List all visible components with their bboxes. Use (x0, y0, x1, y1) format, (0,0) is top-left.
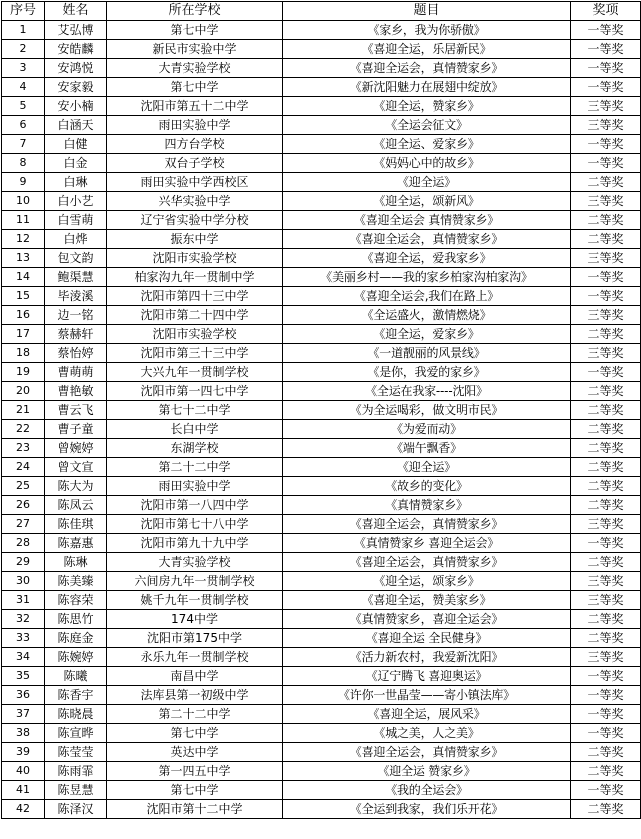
cell-no: 27 (2, 515, 45, 534)
cell-school: 沈阳市实验学校 (107, 249, 283, 268)
table-row (2, 781, 641, 800)
cell-title: 《是你，我爱的家乡》 (283, 363, 571, 382)
cell-name: 蔡怡婷 (45, 344, 107, 363)
cell-title: 《真情赞家乡，喜迎全运会》 (283, 610, 571, 629)
cell-school: 沈阳市第三十三中学 (107, 344, 283, 363)
table-body (2, 21, 641, 819)
table-row (2, 78, 641, 97)
cell-title: 《迎全运》 (283, 173, 571, 192)
table-row (2, 572, 641, 591)
cell-award: 一等奖 (571, 724, 641, 743)
cell-title: 《真情赞家乡》 (283, 496, 571, 515)
cell-award: 二等奖 (571, 743, 641, 762)
cell-award: 二等奖 (571, 325, 641, 344)
cell-school: 姚千九年一贯制学校 (107, 591, 283, 610)
table-row (2, 629, 641, 648)
cell-award: 一等奖 (571, 154, 641, 173)
cell-name: 安家毅 (45, 78, 107, 97)
table-row (2, 705, 641, 724)
cell-no: 42 (2, 800, 45, 819)
table-row (2, 610, 641, 629)
table-row (2, 382, 641, 401)
cell-award: 二等奖 (571, 420, 641, 439)
cell-award: 一等奖 (571, 363, 641, 382)
cell-school: 双台子学校 (107, 154, 283, 173)
cell-award: 二等奖 (571, 610, 641, 629)
cell-award: 二等奖 (571, 800, 641, 819)
table-row (2, 458, 641, 477)
table-row (2, 249, 641, 268)
cell-school: 东湖学校 (107, 439, 283, 458)
table-row (2, 420, 641, 439)
cell-school: 大青实验学校 (107, 59, 283, 78)
cell-no: 26 (2, 496, 45, 515)
cell-no: 38 (2, 724, 45, 743)
cell-title: 《迎全运》 (283, 458, 571, 477)
cell-no: 10 (2, 192, 45, 211)
table-row (2, 59, 641, 78)
cell-title: 《全运到我家，我们乐开花》 (283, 800, 571, 819)
cell-title: 《喜迎全运 全民健身》 (283, 629, 571, 648)
cell-award: 一等奖 (571, 686, 641, 705)
header-title: 题目 (283, 2, 571, 21)
table-row (2, 192, 641, 211)
cell-school: 法库县第一初级中学 (107, 686, 283, 705)
cell-school: 沈阳市第五十二中学 (107, 97, 283, 116)
table-row (2, 116, 641, 135)
cell-title: 《喜迎全运，乐居新民》 (283, 40, 571, 59)
cell-title: 《妈妈心中的故乡》 (283, 154, 571, 173)
cell-title: 《喜迎全运，赞美家乡》 (283, 591, 571, 610)
cell-name: 白雪萌 (45, 211, 107, 230)
cell-no: 35 (2, 667, 45, 686)
cell-title: 《喜迎全运，爱我家乡》 (283, 249, 571, 268)
cell-name: 曹子童 (45, 420, 107, 439)
cell-award: 三等奖 (571, 515, 641, 534)
table-row (2, 40, 641, 59)
cell-name: 白小艺 (45, 192, 107, 211)
cell-no: 20 (2, 382, 45, 401)
table-row (2, 230, 641, 249)
cell-name: 安鸿悦 (45, 59, 107, 78)
cell-school: 沈阳市第175中学 (107, 629, 283, 648)
cell-name: 艾弘博 (45, 21, 107, 40)
cell-name: 陈曦 (45, 667, 107, 686)
cell-school: 第一四五中学 (107, 762, 283, 781)
cell-no: 29 (2, 553, 45, 572)
table-row (2, 496, 641, 515)
cell-no: 33 (2, 629, 45, 648)
cell-no: 15 (2, 287, 45, 306)
cell-no: 23 (2, 439, 45, 458)
cell-award: 三等奖 (571, 572, 641, 591)
cell-title: 《迎全运，颂新风》 (283, 192, 571, 211)
cell-award: 二等奖 (571, 382, 641, 401)
cell-no: 39 (2, 743, 45, 762)
cell-title: 《许你一世晶莹——寄小镇法库》 (283, 686, 571, 705)
cell-school: 雨田实验中学 (107, 477, 283, 496)
cell-no: 4 (2, 78, 45, 97)
table-row (2, 344, 641, 363)
cell-name: 陈佳琪 (45, 515, 107, 534)
cell-school: 第七中学 (107, 781, 283, 800)
table-row (2, 800, 641, 819)
cell-award: 二等奖 (571, 211, 641, 230)
cell-no: 14 (2, 268, 45, 287)
cell-school: 第七中学 (107, 724, 283, 743)
cell-award: 一等奖 (571, 287, 641, 306)
cell-name: 白琳 (45, 173, 107, 192)
cell-title: 《新沈阳魅力在展翅中绽放》 (283, 78, 571, 97)
cell-school: 第七中学 (107, 78, 283, 97)
cell-title: 《喜迎全运会，真情赞家乡》 (283, 743, 571, 762)
cell-name: 曾婉婷 (45, 439, 107, 458)
cell-no: 2 (2, 40, 45, 59)
cell-school: 长白中学 (107, 420, 283, 439)
cell-award: 二等奖 (571, 173, 641, 192)
cell-no: 34 (2, 648, 45, 667)
award-list-table (1, 1, 641, 819)
table-row (2, 287, 641, 306)
cell-name: 陈晓晨 (45, 705, 107, 724)
cell-title: 《城之美，人之美》 (283, 724, 571, 743)
cell-title: 《真情赞家乡 喜迎全运会》 (283, 534, 571, 553)
table-row (2, 401, 641, 420)
cell-award: 三等奖 (571, 249, 641, 268)
table-row (2, 173, 641, 192)
cell-name: 白健 (45, 135, 107, 154)
cell-title: 《喜迎全运会，真情赞家乡》 (283, 230, 571, 249)
cell-title: 《迎全运，赞家乡》 (283, 97, 571, 116)
cell-name: 陈思竹 (45, 610, 107, 629)
cell-award: 二等奖 (571, 762, 641, 781)
cell-no: 22 (2, 420, 45, 439)
cell-school: 辽宁省实验中学分校 (107, 211, 283, 230)
cell-award: 三等奖 (571, 591, 641, 610)
table-row (2, 553, 641, 572)
cell-title: 《全运会征文》 (283, 116, 571, 135)
cell-award: 二等奖 (571, 553, 641, 572)
cell-title: 《为全运喝彩，做文明市民》 (283, 401, 571, 420)
cell-award: 一等奖 (571, 268, 641, 287)
cell-name: 安皓麟 (45, 40, 107, 59)
cell-title: 《喜迎全运，展风采》 (283, 705, 571, 724)
cell-no: 28 (2, 534, 45, 553)
header-school: 所在学校 (107, 2, 283, 21)
cell-school: 沈阳市第四十三中学 (107, 287, 283, 306)
cell-school: 兴华实验中学 (107, 192, 283, 211)
cell-no: 7 (2, 135, 45, 154)
cell-title: 《全运在我家----沈阳》 (283, 382, 571, 401)
cell-award: 一等奖 (571, 59, 641, 78)
cell-award: 二等奖 (571, 401, 641, 420)
cell-title: 《迎全运、爱家乡》 (283, 135, 571, 154)
table-row (2, 21, 641, 40)
cell-name: 陈容荣 (45, 591, 107, 610)
cell-title: 《美丽乡村——我的家乡柏家沟柏家沟》 (283, 268, 571, 287)
cell-school: 永乐九年一贯制学校 (107, 648, 283, 667)
cell-school: 沈阳市第一四七中学 (107, 382, 283, 401)
cell-school: 南昌中学 (107, 667, 283, 686)
cell-award: 一等奖 (571, 705, 641, 724)
cell-title: 《迎全运 赞家乡》 (283, 762, 571, 781)
cell-name: 陈美臻 (45, 572, 107, 591)
cell-school: 雨田实验中学西校区 (107, 173, 283, 192)
cell-award: 一等奖 (571, 78, 641, 97)
cell-award: 二等奖 (571, 496, 641, 515)
cell-no: 1 (2, 21, 45, 40)
table-row (2, 515, 641, 534)
cell-school: 新民市实验中学 (107, 40, 283, 59)
cell-no: 16 (2, 306, 45, 325)
cell-title: 《故乡的变化》 (283, 477, 571, 496)
cell-award: 二等奖 (571, 458, 641, 477)
cell-award: 二等奖 (571, 477, 641, 496)
cell-school: 英达中学 (107, 743, 283, 762)
cell-no: 21 (2, 401, 45, 420)
cell-name: 白金 (45, 154, 107, 173)
cell-title: 《喜迎全运会 真情赞家乡》 (283, 211, 571, 230)
cell-name: 蔡赫轩 (45, 325, 107, 344)
cell-no: 40 (2, 762, 45, 781)
cell-award: 三等奖 (571, 648, 641, 667)
header-award: 奖项 (571, 2, 641, 21)
cell-title: 《迎全运，爱家乡》 (283, 325, 571, 344)
cell-award: 三等奖 (571, 344, 641, 363)
cell-no: 37 (2, 705, 45, 724)
cell-title: 《迎全运，颂家乡》 (283, 572, 571, 591)
table-row (2, 743, 641, 762)
cell-name: 陈凤云 (45, 496, 107, 515)
cell-name: 边一铭 (45, 306, 107, 325)
cell-school: 大兴九年一贯制学校 (107, 363, 283, 382)
cell-name: 包文韵 (45, 249, 107, 268)
cell-award: 三等奖 (571, 192, 641, 211)
cell-name: 陈庭金 (45, 629, 107, 648)
cell-name: 安小楠 (45, 97, 107, 116)
cell-no: 36 (2, 686, 45, 705)
cell-award: 一等奖 (571, 40, 641, 59)
cell-name: 陈莹莹 (45, 743, 107, 762)
cell-award: 一等奖 (571, 667, 641, 686)
cell-award: 二等奖 (571, 439, 641, 458)
cell-award: 一等奖 (571, 534, 641, 553)
cell-school: 第二十二中学 (107, 458, 283, 477)
table-row (2, 439, 641, 458)
cell-school: 振东中学 (107, 230, 283, 249)
cell-no: 9 (2, 173, 45, 192)
table-row (2, 268, 641, 287)
table-row (2, 211, 641, 230)
cell-title: 《为爱而动》 (283, 420, 571, 439)
cell-school: 第七十二中学 (107, 401, 283, 420)
cell-no: 41 (2, 781, 45, 800)
table-row (2, 325, 641, 344)
cell-no: 8 (2, 154, 45, 173)
cell-no: 32 (2, 610, 45, 629)
table-row (2, 135, 641, 154)
cell-title: 《辽宁腾飞 喜迎奥运》 (283, 667, 571, 686)
cell-school: 沈阳市第九十九中学 (107, 534, 283, 553)
cell-title: 《喜迎全运会，真情赞家乡》 (283, 553, 571, 572)
cell-school: 大青实验学校 (107, 553, 283, 572)
table-row (2, 591, 641, 610)
cell-school: 六间房九年一贯制学校 (107, 572, 283, 591)
cell-school: 沈阳市实验学校 (107, 325, 283, 344)
cell-school: 第二十二中学 (107, 705, 283, 724)
table-row (2, 686, 641, 705)
cell-no: 18 (2, 344, 45, 363)
table-row (2, 363, 641, 382)
cell-title: 《活力新农村，我爱新沈阳》 (283, 648, 571, 667)
cell-title: 《喜迎全运会,我们在路上》 (283, 287, 571, 306)
cell-no: 11 (2, 211, 45, 230)
cell-name: 陈宣晔 (45, 724, 107, 743)
table-row (2, 534, 641, 553)
cell-no: 13 (2, 249, 45, 268)
cell-title: 《端午飘香》 (283, 439, 571, 458)
cell-award: 一等奖 (571, 781, 641, 800)
cell-title: 《家乡，我为你骄傲》 (283, 21, 571, 40)
cell-school: 四方台学校 (107, 135, 283, 154)
cell-no: 5 (2, 97, 45, 116)
cell-name: 陈婉婷 (45, 648, 107, 667)
cell-award: 一等奖 (571, 21, 641, 40)
cell-no: 25 (2, 477, 45, 496)
table-row (2, 648, 641, 667)
table-row (2, 306, 641, 325)
cell-title: 《我的全运会》 (283, 781, 571, 800)
cell-award: 二等奖 (571, 230, 641, 249)
cell-name: 曹艳敏 (45, 382, 107, 401)
table-row (2, 667, 641, 686)
cell-no: 30 (2, 572, 45, 591)
cell-name: 陈泽汉 (45, 800, 107, 819)
cell-award: 三等奖 (571, 97, 641, 116)
cell-name: 陈嘉惠 (45, 534, 107, 553)
cell-school: 沈阳市第一八四中学 (107, 496, 283, 515)
cell-no: 3 (2, 59, 45, 78)
cell-no: 12 (2, 230, 45, 249)
header-row (2, 2, 641, 21)
cell-school: 雨田实验中学 (107, 116, 283, 135)
cell-name: 陈大为 (45, 477, 107, 496)
cell-no: 24 (2, 458, 45, 477)
cell-name: 曹云飞 (45, 401, 107, 420)
table-row (2, 477, 641, 496)
cell-name: 毕淩溪 (45, 287, 107, 306)
cell-award: 二等奖 (571, 629, 641, 648)
cell-award: 三等奖 (571, 306, 641, 325)
cell-name: 陈雨霏 (45, 762, 107, 781)
cell-name: 白涵天 (45, 116, 107, 135)
cell-award: 三等奖 (571, 116, 641, 135)
cell-name: 白烨 (45, 230, 107, 249)
cell-title: 《全运盛火，激情燃烧》 (283, 306, 571, 325)
cell-school: 沈阳市第二十四中学 (107, 306, 283, 325)
cell-school: 柏家沟九年一贯制中学 (107, 268, 283, 287)
cell-school: 第七中学 (107, 21, 283, 40)
cell-title: 《喜迎全运会，真情赞家乡》 (283, 59, 571, 78)
cell-title: 《一道靓丽的风景线》 (283, 344, 571, 363)
table-row (2, 154, 641, 173)
header-no: 序号 (2, 2, 45, 21)
cell-name: 陈琳 (45, 553, 107, 572)
cell-name: 曹萌萌 (45, 363, 107, 382)
cell-no: 19 (2, 363, 45, 382)
cell-name: 曾文宣 (45, 458, 107, 477)
cell-school: 沈阳市第十二中学 (107, 800, 283, 819)
cell-no: 6 (2, 116, 45, 135)
header-name: 姓名 (45, 2, 107, 21)
table-row (2, 97, 641, 116)
cell-name: 陈昱慧 (45, 781, 107, 800)
cell-name: 陈香宇 (45, 686, 107, 705)
cell-no: 17 (2, 325, 45, 344)
cell-school: 沈阳市第七十八中学 (107, 515, 283, 534)
table-row (2, 762, 641, 781)
table-row (2, 724, 641, 743)
cell-school: 174中学 (107, 610, 283, 629)
cell-award: 一等奖 (571, 135, 641, 154)
cell-title: 《喜迎全运会，真情赞家乡》 (283, 515, 571, 534)
cell-no: 31 (2, 591, 45, 610)
cell-name: 鲍渠慧 (45, 268, 107, 287)
